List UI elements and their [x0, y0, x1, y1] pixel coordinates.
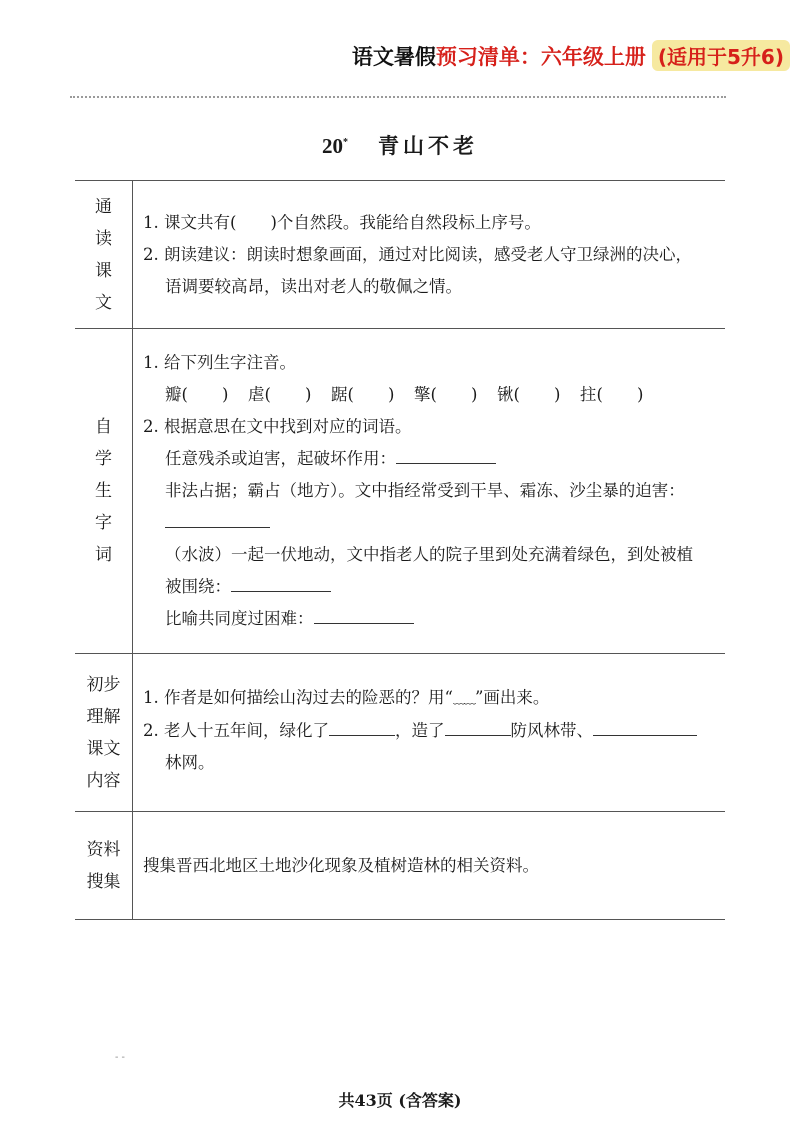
word-meaning-question: 2. 根据意思在文中找到对应的词语。	[143, 417, 412, 436]
pinyin-question: 1. 给下列生字注音。	[143, 353, 296, 372]
pinyin-item: 踞( )	[331, 385, 395, 404]
pinyin-item: 擎( )	[414, 385, 478, 404]
section-content-read	[133, 181, 726, 329]
section-words	[75, 329, 725, 654]
page-footer: 共43页 (含答案)	[338, 1091, 462, 1110]
paragraph-count-question: 1. 课文共有( )个自然段。我能给自然段标上序号。	[143, 213, 541, 232]
section-content-understand	[133, 654, 726, 812]
pinyin-item: 拄( )	[580, 385, 644, 404]
understand-question-2: 2. 老人十五年间，绿化了 ，造了 防风林带、	[143, 715, 724, 747]
lesson-title-text: 青山不老	[378, 133, 478, 158]
definition-1: 任意残杀或迫害，起破坏作用：	[143, 443, 724, 475]
definition-2-blank	[143, 507, 724, 539]
reading-advice-line2: 语调要较高昂，读出对老人的敬佩之情。	[165, 277, 462, 296]
definition-4: 比喻共同度过困难：	[143, 603, 724, 635]
section-label-words: 自 学 生 字 词	[75, 329, 133, 654]
lesson-title	[0, 130, 800, 160]
scan-mark: - -	[115, 1052, 125, 1063]
definition-2: 非法占据；霸占（地方）。文中指经常受到干旱、霜冻、沙尘暴的迫害：	[165, 481, 685, 500]
definition-3: （水波）一起一伏地动，文中指老人的院子里到处充满着绿色，到处被植	[165, 545, 693, 564]
pinyin-item: 虐( )	[248, 385, 312, 404]
header-title-part2: 预习清单：六年级上册	[435, 45, 646, 69]
definition-3-cont: 被围绕：	[143, 571, 724, 603]
header-divider	[70, 96, 726, 98]
page-header	[352, 40, 790, 71]
preview-worksheet	[75, 180, 725, 920]
section-research	[75, 812, 725, 920]
pinyin-item: 锹( )	[497, 385, 561, 404]
reading-advice-line1: 2. 朗读建议：朗读时想象画面，通过对比阅读，感受老人守卫绿洲的决心，	[143, 245, 692, 264]
header-title-part1: 语文暑假	[351, 45, 436, 69]
pinyin-item: 瓣( )	[165, 385, 229, 404]
understand-question-1: 1. 作者是如何描绘山沟过去的险恶的？用“﹏﹏”画出来。	[143, 688, 550, 707]
understand-question-2-cont: 林网。	[165, 753, 215, 772]
section-read	[75, 181, 725, 329]
pinyin-row	[143, 379, 724, 411]
section-label-understand: 初步 理解 课文 内容	[75, 654, 133, 812]
section-content-research	[133, 812, 726, 920]
grade-badge: (适用于5升6)	[652, 40, 790, 71]
section-label-read: 通 读 课 文	[75, 181, 133, 329]
section-understand	[75, 654, 725, 812]
lesson-number: 20*	[322, 134, 348, 158]
research-task: 搜集晋西北地区土地沙化现象及植树造林的相关资料。	[143, 855, 539, 875]
section-content-words	[133, 329, 726, 654]
section-label-research: 资料 搜集	[75, 812, 133, 920]
